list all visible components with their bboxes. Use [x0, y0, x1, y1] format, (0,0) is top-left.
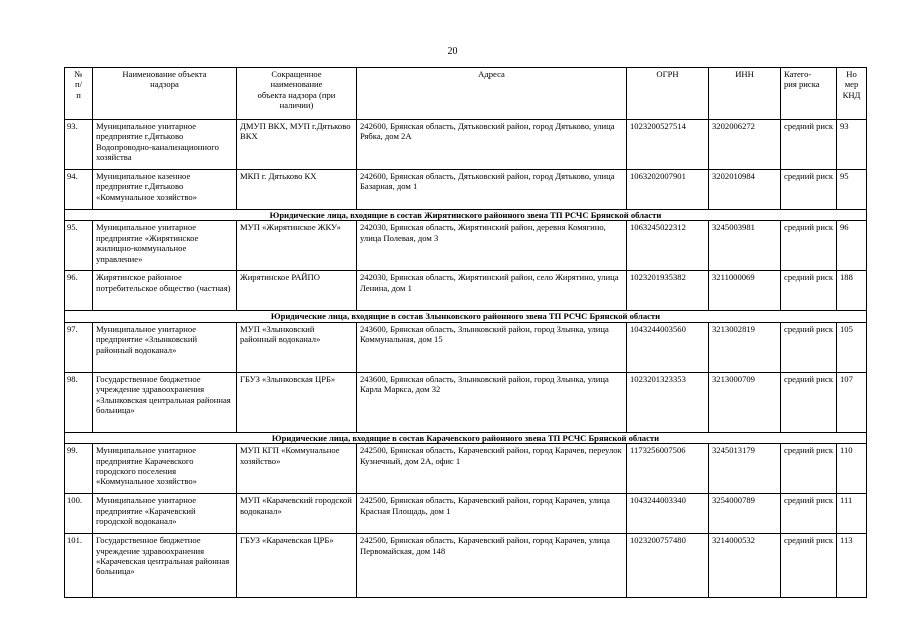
section-title: Юридические лица, входящие в состав Жирятинского районного звена ТП РСЧС Брянской области	[65, 210, 867, 221]
row-number-cell: 99.	[65, 444, 93, 494]
ogrn-cell: 1023200757480	[627, 534, 709, 598]
risk-category-cell: средний риск	[781, 120, 837, 170]
knd-number-cell: 107	[837, 372, 867, 432]
knd-number-cell: 188	[837, 271, 867, 311]
address-cell: 242600, Брянская область, Дятьковский район, город Дятьково, улица Базарная, дом 1	[357, 170, 627, 210]
address-cell: 242500, Брянская область, Карачевский район, город Карачев, улица Красная Площадь, дом 1	[357, 494, 627, 534]
table-row	[65, 170, 867, 210]
object-name-cell: Муниципальное унитарное предприятие г.Дятьково Водопроводно-канализационного хозяйства	[93, 120, 237, 170]
short-name-cell: ДМУП ВКХ, МУП г.Дятьково ВКХ	[237, 120, 357, 170]
address-cell: 242500, Брянская область, Карачевский район, город Карачев, переулок Кузнечный, дом 2А, офис 1	[357, 444, 627, 494]
ogrn-cell: 1043244003560	[627, 322, 709, 372]
table-row	[65, 494, 867, 534]
row-number-cell: 100.	[65, 494, 93, 534]
ogrn-cell: 1043244003340	[627, 494, 709, 534]
section-header-row	[65, 311, 867, 322]
risk-category-cell: средний риск	[781, 534, 837, 598]
header-name: Наименование объекта надзора	[93, 68, 237, 120]
short-name-cell: МУП «Карачевский городской водоканал»	[237, 494, 357, 534]
row-number-cell: 96.	[65, 271, 93, 311]
section-header-row	[65, 210, 867, 221]
ogrn-cell: 1023201323353	[627, 372, 709, 432]
risk-category-cell: средний риск	[781, 170, 837, 210]
header-risk-category: Катего- рия риска	[781, 68, 837, 120]
knd-number-cell: 105	[837, 322, 867, 372]
short-name-cell: МУП «Жирятинское ЖКУ»	[237, 221, 357, 271]
risk-category-cell: средний риск	[781, 322, 837, 372]
short-name-cell: МКП г. Дятьково КХ	[237, 170, 357, 210]
ogrn-cell: 1023200527514	[627, 120, 709, 170]
header-num: № п/ п	[65, 68, 93, 120]
knd-number-cell: 95	[837, 170, 867, 210]
knd-number-cell: 93	[837, 120, 867, 170]
address-cell: 242030, Брянская область, Жирятинский район, деревня Комягино, улица Полевая, дом 3	[357, 221, 627, 271]
knd-number-cell: 113	[837, 534, 867, 598]
header-ogrn: ОГРН	[627, 68, 709, 120]
table-row	[65, 534, 867, 598]
object-name-cell: Муниципальное казенное предприятие г.Дятьково «Коммунальное хозяйство»	[93, 170, 237, 210]
header-short-name: Сокращенное наименование объекта надзора (при наличии)	[237, 68, 357, 120]
object-name-cell: Муниципальное унитарное предприятие «Злынковский районный водоканал»	[93, 322, 237, 372]
risk-category-cell: средний риск	[781, 494, 837, 534]
short-name-cell: ГБУЗ «Карачевская ЦРБ»	[237, 534, 357, 598]
inn-cell: 3214000532	[709, 534, 781, 598]
ogrn-cell: 1173256007506	[627, 444, 709, 494]
object-name-cell: Муниципальное унитарное предприятие «Карачевский городской водоканал»	[93, 494, 237, 534]
risk-category-cell: средний риск	[781, 271, 837, 311]
header-inn: ИНН	[709, 68, 781, 120]
short-name-cell: Жирятинское РАЙПО	[237, 271, 357, 311]
inn-cell: 3213000709	[709, 372, 781, 432]
header-knd-number: Но мер КНД	[837, 68, 867, 120]
row-number-cell: 95.	[65, 221, 93, 271]
address-cell: 242500, Брянская область, Карачевский район, город Карачев, улица Первомайская, дом 148	[357, 534, 627, 598]
table-row	[65, 271, 867, 311]
row-number-cell: 94.	[65, 170, 93, 210]
object-name-cell: Государственное бюджетное учреждение здравоохранения «Карачевская центральная районная больница»	[93, 534, 237, 598]
inn-cell: 3202006272	[709, 120, 781, 170]
table-row	[65, 221, 867, 271]
short-name-cell: МУП «Злынковский районный водоканал»	[237, 322, 357, 372]
page-number: 20	[447, 46, 458, 57]
inn-cell: 3245003981	[709, 221, 781, 271]
knd-number-cell: 96	[837, 221, 867, 271]
address-cell: 242600, Брянская область, Дятьковский район, город Дятьково, улица Рябка, дом 2А	[357, 120, 627, 170]
row-number-cell: 93.	[65, 120, 93, 170]
risk-category-cell: средний риск	[781, 372, 837, 432]
inn-cell: 3213002819	[709, 322, 781, 372]
header-address: Адреса	[357, 68, 627, 120]
table-row	[65, 444, 867, 494]
table-row	[65, 120, 867, 170]
section-header-row	[65, 432, 867, 443]
object-name-cell: Муниципальное унитарное предприятие «Жирятинское жилищно-коммунальное управление»	[93, 221, 237, 271]
address-cell: 243600, Брянская область, Злынковский район, город Злынка, улица Карла Маркса, дом 32	[357, 372, 627, 432]
short-name-cell: ГБУЗ «Злынковская ЦРБ»	[237, 372, 357, 432]
ogrn-cell: 1063202007901	[627, 170, 709, 210]
row-number-cell: 98.	[65, 372, 93, 432]
risk-category-cell: средний риск	[781, 444, 837, 494]
inn-cell: 3254000789	[709, 494, 781, 534]
object-name-cell: Государственное бюджетное учреждение здравоохранения «Злынковская центральная районная больница»	[93, 372, 237, 432]
inn-cell: 3202010984	[709, 170, 781, 210]
object-name-cell: Жирятинское районное потребительское общество (частная)	[93, 271, 237, 311]
inn-cell: 3211000069	[709, 271, 781, 311]
knd-number-cell: 110	[837, 444, 867, 494]
header-row	[65, 68, 867, 120]
table-row	[65, 372, 867, 432]
table-row	[65, 322, 867, 372]
ogrn-cell: 1063245022312	[627, 221, 709, 271]
section-title: Юридические лица, входящие в состав Карачевского районного звена ТП РСЧС Брянской области	[65, 432, 867, 443]
address-cell: 242030, Брянская область, Жирятинский район, село Жирятино, улица Ленина, дом 1	[357, 271, 627, 311]
ogrn-cell: 1023201935382	[627, 271, 709, 311]
section-title: Юридические лица, входящие в состав Злынковского районного звена ТП РСЧС Брянской области	[65, 311, 867, 322]
table-body	[65, 120, 867, 598]
row-number-cell: 97.	[65, 322, 93, 372]
risk-category-cell: средний риск	[781, 221, 837, 271]
row-number-cell: 101.	[65, 534, 93, 598]
inn-cell: 3245013179	[709, 444, 781, 494]
knd-number-cell: 111	[837, 494, 867, 534]
short-name-cell: МУП КГП «Коммунальное хозяйство»	[237, 444, 357, 494]
supervision-objects-table	[64, 67, 867, 598]
object-name-cell: Муниципальное унитарное предприятие Карачевского городского поселения «Коммунальное хозяйство»	[93, 444, 237, 494]
address-cell: 243600, Брянская область, Злынковский район, город Злынка, улица Коммунальная, дом 15	[357, 322, 627, 372]
